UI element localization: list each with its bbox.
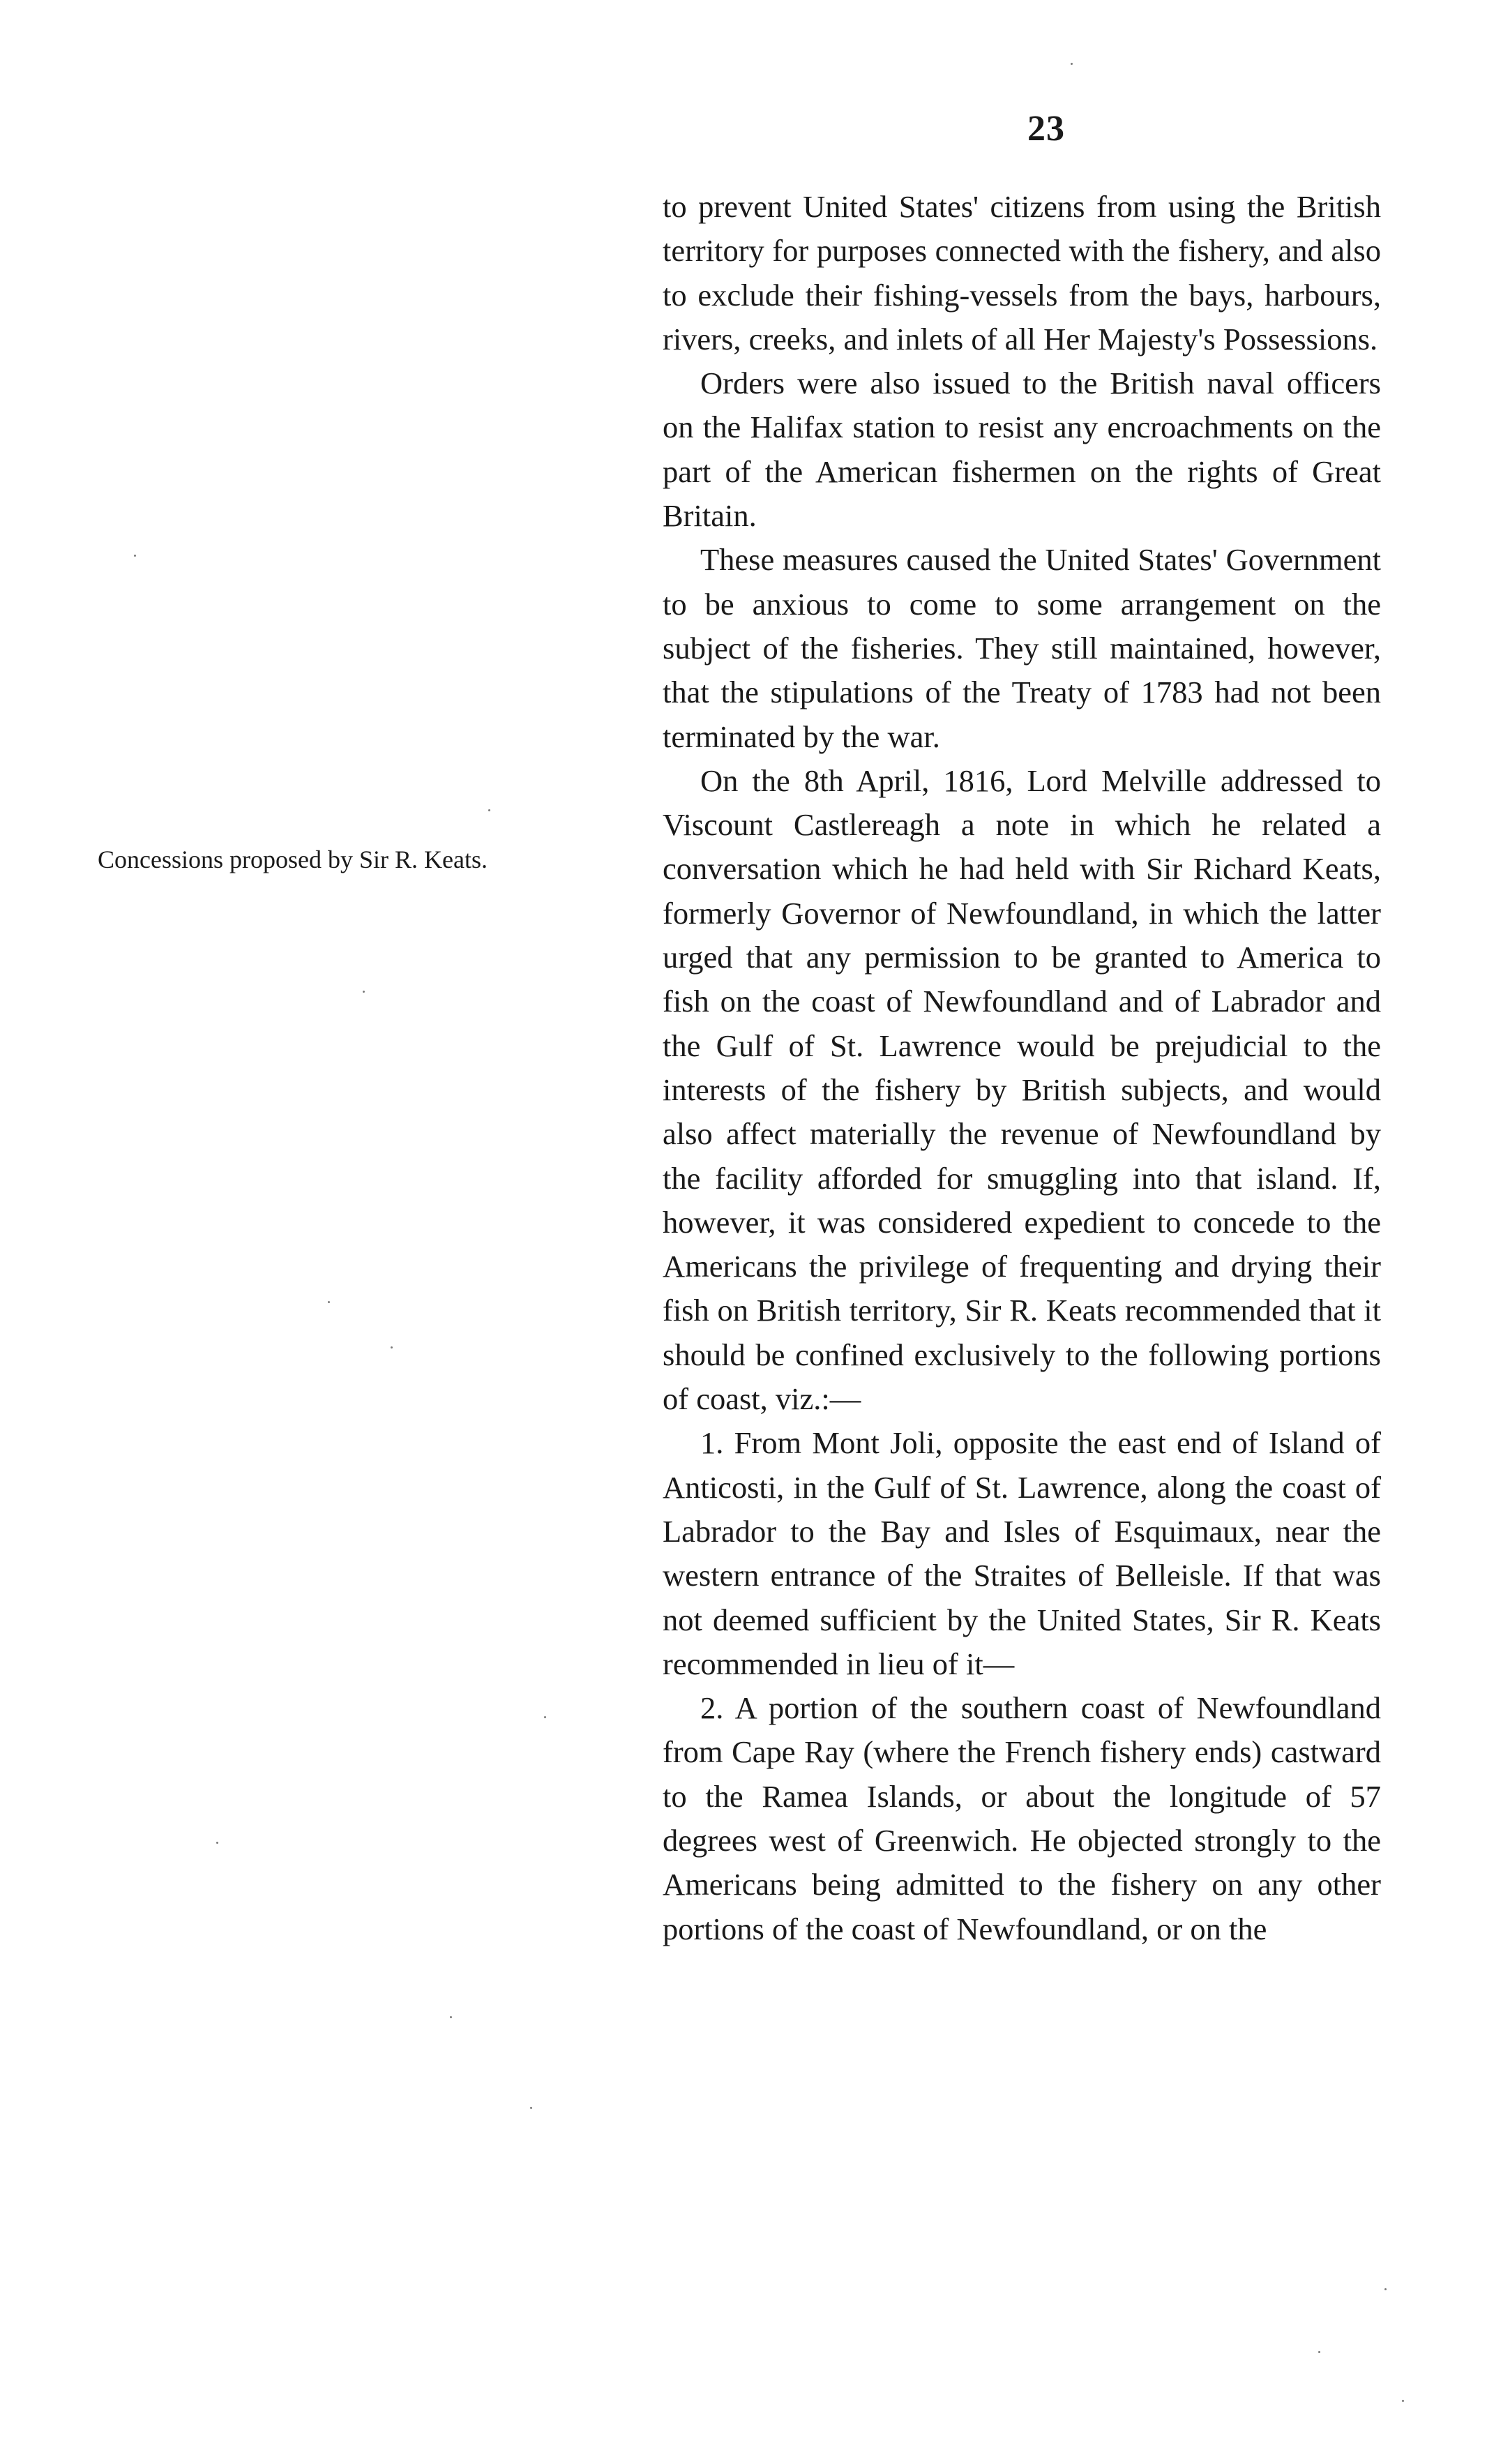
scan-speck (363, 991, 365, 993)
scan-speck (134, 555, 136, 557)
scan-speck (216, 1842, 218, 1844)
body-text (663, 185, 1381, 1951)
scan-speck (328, 1301, 330, 1303)
scan-speck (1402, 2400, 1404, 2402)
paragraph-item-1: 1. From Mont Joli, opposite the east end of Island of Anticosti, in the Gulf of St. Lawrence, along the coast of Labrador to the Bay and Isles of Esquimaux, near the western entrance of the Straites of Belleisle. If that was not deemed sufficient by the United States, Sir R. Keats recommended in lieu of it— (663, 1425, 1381, 1681)
paragraph-naval-orders: Orders were also issued to the British naval officers on the Halifax station to resist any encroachments on the part of the American fishermen on the rights of Great Britain. (663, 366, 1381, 534)
page-number: 23 (1027, 109, 1065, 149)
paragraph-item-2: 2. A portion of the southern coast of Newfoundland from Cape Ray (where the French fishery ends) castward to the Ramea Islands, or about the longitude of 57 degrees west of Greenwich. He objected strongly to the Americans being admitted to the fishery on any other portions of the coast of Newfoundland, or on the (663, 1690, 1381, 1946)
scan-speck (1071, 63, 1073, 65)
scan-speck (544, 1716, 546, 1718)
scan-speck (1384, 2288, 1387, 2290)
scan-speck (450, 2016, 452, 2018)
paragraph-measures: These measures caused the United States' Government to be anxious to come to some arrangement on the subject of the fisheries. They still maintained, however, that the stipulations of the Treaty of 1783 had not been terminated by the war. (663, 542, 1381, 754)
scan-speck (488, 809, 490, 811)
scan-speck (530, 2107, 532, 2109)
paragraph-continuation: to prevent United States' citizens from using the British territory for purposes connected with the fishery, and also to exclude their fishing-vessels from the bays, harbours, rivers, creeks, and inlets of all Her Majesty's Possessions. (663, 189, 1381, 356)
scan-speck (1318, 2351, 1320, 2353)
paragraph-melville-note: On the 8th April, 1816, Lord Melville addressed to Viscount Castlereagh a note in which he related a conversation which he had held with Sir Richard Keats, formerly Governor of Newfoundland, in which the latter urged that any permission to be granted to America to fish on the coast of Newfoundland and of Labrador and the Gulf of St. Lawrence would be prejudicial to the interests of the fishery by British subjects, and would also affect materially the revenue of Newfoundland by the facility afforded for smuggling into that island. If, however, it was considered expedient to concede to the Americans the privilege of frequenting and drying their fish on British territory, Sir R. Keats recommended that it should be confined exclusively to the following portions of coast, viz.:— (663, 763, 1381, 1417)
scan-speck (391, 1346, 393, 1349)
margin-note: Concessions proposed by Sir R. Keats. (98, 846, 488, 873)
